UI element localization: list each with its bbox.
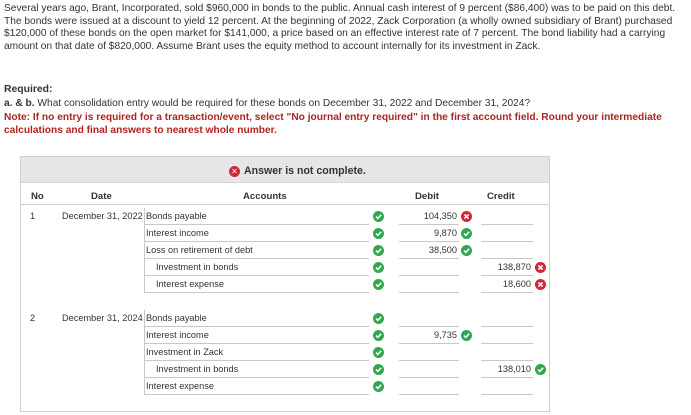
table-row: [21, 208, 549, 225]
entry-date: December 31, 2022: [62, 211, 143, 221]
answer-status-text: Answer is not complete.: [244, 165, 366, 177]
incorrect-icon: ✕: [229, 166, 240, 177]
account-field[interactable]: Loss on retirement of debt: [144, 242, 369, 259]
debit-field[interactable]: 9,870: [399, 225, 459, 242]
debit-field[interactable]: [399, 259, 459, 276]
table-header: [21, 183, 549, 205]
check-icon: [373, 381, 384, 392]
debit-field[interactable]: 38,500: [399, 242, 459, 259]
incorrect-icon: [535, 279, 546, 290]
check-icon: [461, 330, 472, 341]
header-credit: Credit: [487, 191, 515, 202]
question-text: What consolidation entry would be required for these bonds on December 31, 2022 and December 31, 2024?: [34, 98, 531, 109]
account-field[interactable]: Bonds payable: [144, 310, 369, 327]
answer-status-banner: [21, 157, 549, 183]
table-row: [21, 259, 549, 276]
debit-field[interactable]: [399, 276, 459, 293]
entry-date: December 31, 2024: [62, 313, 143, 323]
credit-field[interactable]: [481, 327, 533, 344]
check-icon: [535, 364, 546, 375]
check-icon: [461, 245, 472, 256]
incorrect-icon: [461, 211, 472, 222]
table-row: [21, 225, 549, 242]
credit-field[interactable]: [481, 208, 533, 225]
account-field[interactable]: Investment in bonds: [144, 259, 369, 276]
check-icon: [373, 279, 384, 290]
credit-field[interactable]: [481, 344, 533, 361]
debit-field[interactable]: [399, 361, 459, 378]
credit-field[interactable]: 138,010: [481, 361, 533, 378]
incorrect-icon: [535, 262, 546, 273]
table-row: [21, 344, 549, 361]
credit-field[interactable]: [481, 242, 533, 259]
table-row: [21, 361, 549, 378]
required-heading: Required:: [4, 84, 53, 95]
entry-number: 1: [30, 211, 36, 221]
check-icon: [373, 364, 384, 375]
table-row: [21, 310, 549, 327]
debit-field[interactable]: 9,735: [399, 327, 459, 344]
account-field[interactable]: Interest income: [144, 225, 369, 242]
account-field[interactable]: Bonds payable: [144, 208, 369, 225]
header-date: Date: [91, 191, 112, 202]
credit-field[interactable]: [481, 225, 533, 242]
debit-field[interactable]: [399, 344, 459, 361]
table-row: [21, 327, 549, 344]
check-icon: [373, 347, 384, 358]
debit-field[interactable]: [399, 310, 459, 327]
required-question: [4, 97, 687, 110]
header-no: No: [31, 191, 44, 202]
table-row: [21, 378, 549, 395]
account-field[interactable]: Investment in Zack: [144, 344, 369, 361]
question-prefix: a. & b.: [4, 98, 35, 109]
check-icon: [373, 330, 384, 341]
credit-field[interactable]: 138,870: [481, 259, 533, 276]
credit-field[interactable]: 18,600: [481, 276, 533, 293]
credit-field[interactable]: [481, 378, 533, 395]
header-accounts: Accounts: [243, 191, 287, 202]
account-field[interactable]: Investment in bonds: [144, 361, 369, 378]
table-row: [21, 242, 549, 259]
account-field[interactable]: Interest expense: [144, 378, 369, 395]
credit-field[interactable]: [481, 310, 533, 327]
check-icon: [373, 228, 384, 239]
check-icon: [373, 313, 384, 324]
table-row: [21, 276, 549, 293]
check-icon: [373, 245, 384, 256]
problem-text: Several years ago, Brant, Incorporated, sold $960,000 in bonds to the public. Annual cash interest of 9 percent ($86,400) was to be paid on this debt. The bonds were issued at a discount to yield 12 percent. At the beginning of 2022, Zack Corporation (a wholly owned subsidiary of Brant) purchased $120,000 of these bonds on the open market for $141,000, a price based on an effective interest rate of 7 percent. The bond liability had a carrying amount on that date of $820,000. Assume Brant uses the equity method to account internally for its investment in Zack.: [4, 3, 676, 52]
debit-field[interactable]: 104,350: [399, 208, 459, 225]
entry-number: 2: [30, 313, 36, 323]
account-field[interactable]: Interest income: [144, 327, 369, 344]
debit-field[interactable]: [399, 378, 459, 395]
journal-entry-panel: [20, 156, 550, 412]
check-icon: [373, 211, 384, 222]
check-icon: [373, 262, 384, 273]
account-field[interactable]: Interest expense: [144, 276, 369, 293]
required-note: Note: If no entry is required for a transaction/event, select "No journal entry required" in the first account field. Round your intermediate calculations and final answers to nearest whole number.: [4, 112, 662, 136]
header-debit: Debit: [415, 191, 439, 202]
check-icon: [461, 228, 472, 239]
